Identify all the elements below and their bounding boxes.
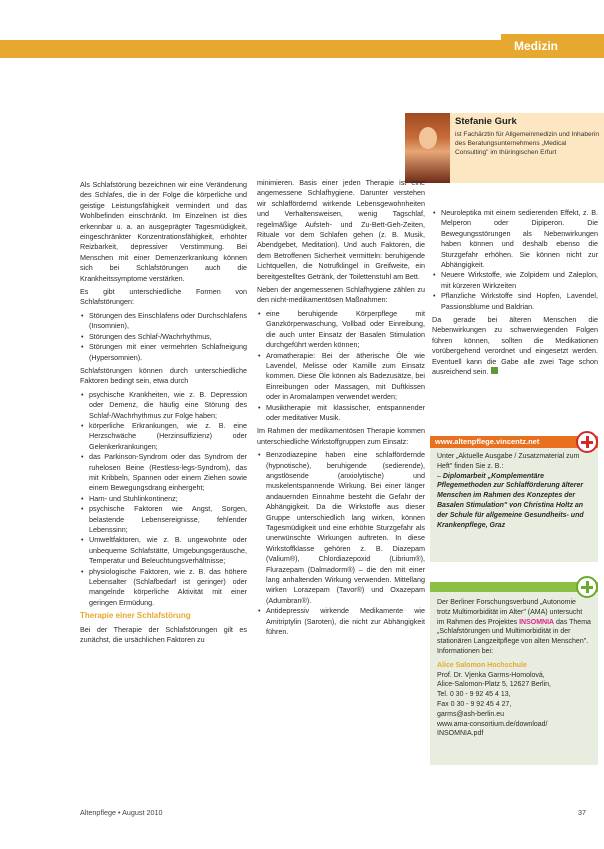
- list-item: • Umweltfaktoren, wie z. B. ungewohnte oder unbequeme Schlafstätte, Umgebungsgeräusche, Temperatur und Beleuchtungsverhältnisse;: [89, 535, 247, 566]
- list-item: • Benzodiazepine haben eine schlaffördernde (hypnotische), beruhigende (sedierende), angstlösende (anxiolytische) und muskelentspannende Wirkung. Bei einer länger andauernden Einnahme besteht die Gefahr der Abhängigkeit. Da die Wirkstoffe aus dieser Gruppe unterschiedlich lang wirken, können Tagesmüdigkeit und eine erhöhte Sturzgefahr als unerwünschte Wirkungen auftreten. In diese Wirkstoffklasse gehören z. B. Diazepam (Valium®), Chlordiazepoxid (Librium®), Flurazepam (Dalmadorm®) – die den mit einer lang anhaltenden Wirkung verwenden. Mittellang wirken Lorazepam (Tavor®) und Oxazepam (Adumbran®).: [266, 450, 425, 606]
- contact-line: Tel. 0 30 - 9 92 45 4 13,: [437, 691, 511, 699]
- list-item: • Störungen des Schlaf-/Wachrhythmus,: [89, 332, 247, 342]
- footer-publication: Altenpflege • August 2010: [80, 808, 163, 817]
- list-item: • körperliche Erkrankungen, wie z. B. eine Herzschwäche (Herzinsuffizienz) oder Gelenkerkrankungen;: [89, 421, 247, 452]
- list-item: • Harn- und Stuhlinkontinenz;: [89, 494, 247, 504]
- list-item: • das Parkinson-Syndrom oder das Syndrom der ruhelosen Beine (Restless-legs-Syndrom), das mit Kribbeln, Spannen oder einem Ziehen sowie einem Bewegungsdrang einhergeht;: [89, 452, 247, 494]
- list-item: • psychische Faktoren wie Angst, Sorgen, belastende Lebensereignisse, fehlender Lebenssinn;: [89, 504, 247, 535]
- list-item: • Pflanzliche Wirkstoffe sind Hopfen, Lavendel, Passionsblume und Baldrian.: [441, 291, 598, 312]
- email-link[interactable]: garms@ash-berlin.eu: [437, 710, 505, 718]
- contact-line: Alice-Salomon-Platz 5, 12627 Berlin,: [437, 681, 552, 689]
- end-mark-icon: [491, 367, 498, 374]
- contact-line: Fax 0 30 - 9 92 45 4 27,: [437, 700, 512, 708]
- section-tab: [501, 34, 604, 58]
- info-box-research: [430, 582, 598, 765]
- therapy-heading: Therapie einer Schlafstörung: [80, 611, 191, 621]
- list-item: • eine beruhigende Körperpflege mit Ganzkörperwaschung, Vollbad oder Einreibung, die auch unter Einsatz der Basalen Stimulation durchgeführt werden können;: [266, 309, 425, 351]
- measures-intro: Neben der angemessenen Schlafhygiene zählen zu den nicht-medikamentösen Maßnahmen:: [257, 285, 425, 305]
- author-box: [405, 113, 604, 183]
- info-box-bar: [430, 582, 598, 592]
- therapy-paragraph: Bei der Therapie der Schlafstörungen gilt es zunächst, die ursächlichen Faktoren zu: [80, 624, 247, 645]
- intro-paragraph: Als Schlafstörung bezeichnen wir eine Veränderung des Schlafes, die in der Folge die körperliche und geistige Leistungsfähigkeit vermindert und das Wohlbefinden einschränkt. Im Einzelnen ist dies erkennbar u. a. an ausgeprägter Tagesmüdigkeit, eingeschränkter Konzentrationsfähigkeit, erhöhter Reizbarkeit, depressiver Verstimmung. Bei Menschen mit einer Demenzerkrankung können sich bei Schlafstörungen auch die Krankheitssymptome verstärken.: [80, 180, 247, 283]
- research-intro: Der Berliner Forschungsverbund „Autonomie trotz Multimorbidität im Alter" (AMA) untersucht im Rahmen des Projektes INSOMNIA das Thema „Schlafstörungen und Multimorbidität in der stationären Langzeitpflege von alten Menschen". Informationen bei:: [437, 599, 591, 655]
- info-box-text: Unter „Aktuelle Ausgabe / Zusatzmaterial zum Heft" finden Sie z. B.:: [437, 453, 580, 470]
- column-1: [80, 180, 247, 648]
- list-item: • Störungen mit einer vermehrten Schlafneigung (Hypersomnien).: [89, 342, 247, 363]
- info-box-online: [430, 436, 598, 562]
- drugs-list: [257, 450, 425, 637]
- author-name: Stefanie Gurk: [455, 116, 517, 127]
- author-photo: [405, 113, 450, 183]
- info-box-url[interactable]: www.altenpflege.vincentz.net: [430, 436, 598, 448]
- causes-list: [80, 390, 247, 609]
- column-3: [432, 208, 598, 381]
- list-item: • Aromatherapie: Bei der ätherische Öle wie Lavendel, Melisse oder Kamille zum Einsatz kommen. Diese Öle können als Badezusätze, bei Einreibungen oder Massagen, mit Duftkissen oder in Aromalampen verwendet werden;: [266, 351, 425, 403]
- section-label: Medizin: [514, 39, 558, 53]
- contact-line: Prof. Dr. Vjenka Garms-Homolová,: [437, 671, 545, 679]
- forms-list: [80, 311, 247, 363]
- info-box-item: – Diplomarbeit „Komplementäre Pflegemethoden zur Schlafförderung älterer Menschen im Rahmen des Konzeptes der Basalen Stimulation" von Christina Holtz an der Schule für allgemeine Gesundheits- und Krankenpflege, Graz: [437, 472, 584, 529]
- download-link[interactable]: INSOMNIA.pdf: [437, 730, 484, 738]
- closing-paragraph: Da gerade bei älteren Menschen die Nebenwirkungen zu schwerwiegenden Folgen führen können, sollten die Medikationen vorübergehend verordnet und eingesetzt werden. Eventuell kann die Gabe alle zwei Tage schon ausreichend sein.: [432, 315, 598, 377]
- forms-intro: Es gibt unterschiedliche Formen von Schlafstörungen:: [80, 287, 247, 307]
- list-item: • Neuere Wirkstoffe, wie Zolpidem und Zaleplon, mit kürzeren Wirkzeiten: [441, 270, 598, 291]
- author-bio: ist Fachärztin für Allgemeinmedizin und Inhaberin des Beratungsunternehmens „Medical Consulting" im thüringischen Erfurt: [455, 131, 600, 156]
- plus-icon: [576, 576, 598, 598]
- page-number: 37: [578, 808, 586, 817]
- organisation-name: Alice Salomon Hochschule: [437, 661, 527, 669]
- column-2: [257, 178, 425, 640]
- list-item: • Störungen des Einschlafens oder Durchschlafens (Insomnien),: [89, 311, 247, 332]
- download-link[interactable]: www.ama-consortium.de/download/: [437, 720, 548, 728]
- hygiene-paragraph: minimieren. Basis einer jeden Therapie ist eine angemessene Schlafhygiene. Darunter verstehen wir schlaffördernd wirkende Lebensgewohnheiten und Verhaltensweisen, wenig Tagschlaf, regelmäßige Aufsteh- und Zu-Bett-Geh-Zeiten, Rituale vor dem Schlafen gehen (z. B. Musik, Abendgebet, Meditation). Und auch Faktoren, die dem Betroffenen Sicherheit vermitteln: beruhigende Lichtquellen, die Notrufklingel in Greifweite, ein bereitgestelltes Getränk, der Toilettenstuhl am Bett.: [257, 178, 425, 281]
- list-item: • Antidepressiv wirkende Medikamente wie Amitriptylin (Saroten), die nicht zur Abhängigkeit führen.: [266, 606, 425, 637]
- list-item: • psychische Krankheiten, wie z. B. Depression oder Demenz, die häufig eine Störung des Schlaf-/Wachrhythmus zur Folge haben;: [89, 390, 247, 421]
- list-item: • Neuroleptika mit einem sedierenden Effekt, z. B. Melperon oder Dipiperon. Die Bewegungsstörungen als Nebenwirkungen haben können und deshalb ebenso die Sturzgefahr erhöhen. Sie können nicht zur Abhängigkeit.: [441, 208, 598, 270]
- drugs-list-cont: [432, 208, 598, 312]
- measures-list: [257, 309, 425, 423]
- causes-intro: Schlafstörungen können durch unterschiedliche Faktoren bedingt sein, etwa durch: [80, 365, 247, 386]
- drugs-intro: Im Rahmen der medikamentösen Therapie kommen unterschiedliche Wirkstoffgruppen zum Einsatz:: [257, 426, 425, 446]
- list-item: • physiologische Faktoren, wie z. B. das höhere Lebensalter (Schlafbedarf ist geringer) oder mangelnde körperliche Aktivität mit einer geringen Ermüdung.: [89, 567, 247, 609]
- plus-icon: [576, 431, 598, 453]
- list-item: • Musiktherapie mit klassischer, entspannender oder meditativer Musik.: [266, 403, 425, 424]
